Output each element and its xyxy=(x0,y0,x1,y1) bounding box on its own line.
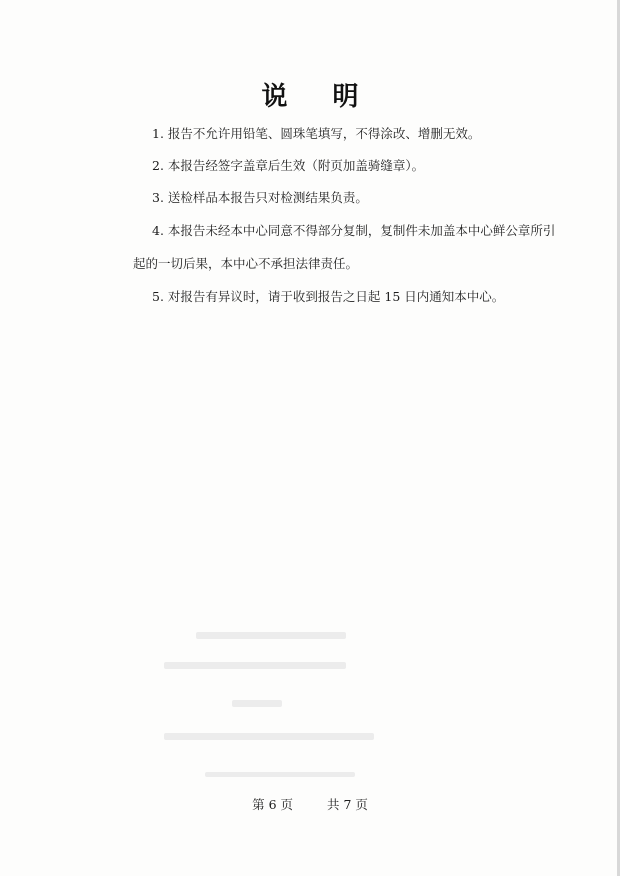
page-number: 第 6 页 xyxy=(252,797,294,812)
note-item-5: 5. 对报告有异议时，请于收到报告之日起 15 日内通知本中心。 xyxy=(152,289,505,304)
note-item-4-continued: 起的一切后果，本中心不承担法律责任。 xyxy=(133,256,359,271)
page-total: 共 7 页 xyxy=(326,797,368,812)
note-item-3: 3. 送检样品本报告只对检测结果负责。 xyxy=(152,190,368,205)
note-item-1: 1. 报告不允许用铅笔、圆珠笔填写，不得涂改、增删无效。 xyxy=(152,126,481,141)
note-item-4: 4. 本报告未经本中心同意不得部分复制，复制件未加盖本中心鲜公章所引 xyxy=(152,223,556,238)
page-footer xyxy=(0,795,620,813)
note-item-2: 2. 本报告经签字盖章后生效（附页加盖骑缝章）。 xyxy=(152,158,425,173)
page-title: 说 明 xyxy=(261,82,377,112)
